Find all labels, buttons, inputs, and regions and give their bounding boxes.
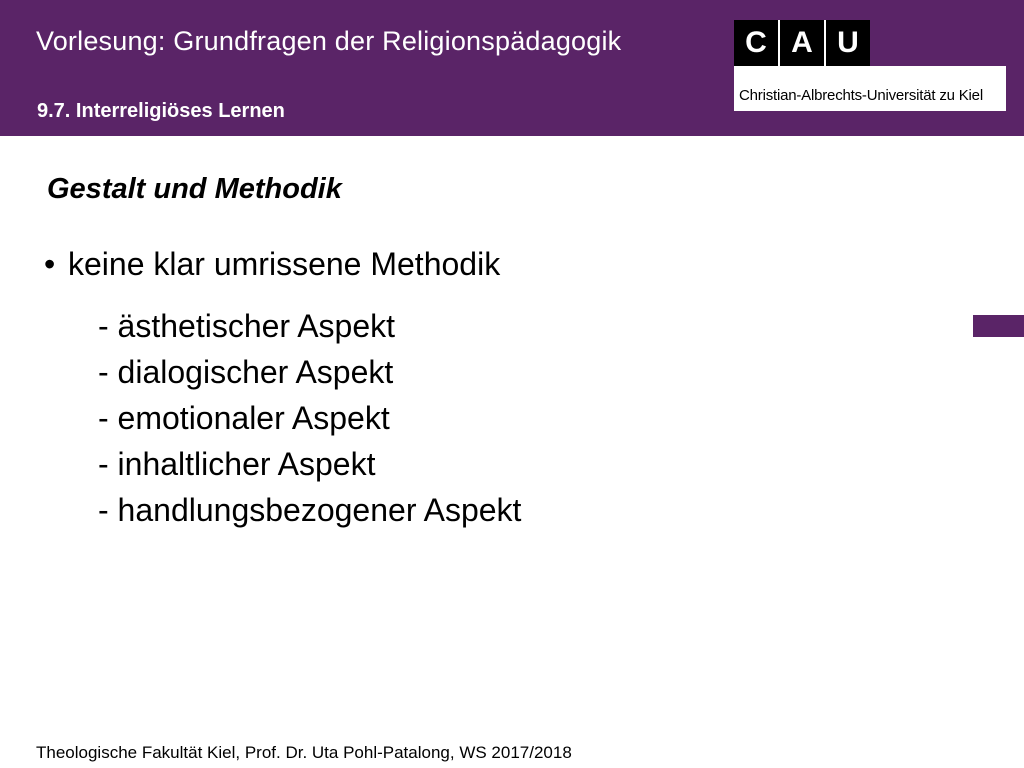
logo-letter-u: U (826, 20, 870, 66)
aspect-list (98, 303, 521, 533)
lecture-title: Vorlesung: Grundfragen der Religionspädagogik (36, 26, 622, 56)
header-bar (0, 0, 1024, 136)
bullet-symbol: • (44, 246, 56, 282)
slide-heading: Gestalt und Methodik (47, 173, 342, 205)
university-name: Christian-Albrechts-Universität zu Kiel (739, 87, 983, 104)
bullet-text: keine klar umrissene Methodik (68, 246, 501, 282)
aspect-item-aesthetic: - ästhetischer Aspekt (98, 308, 396, 344)
aspect-item-dialogic: - dialogischer Aspekt (98, 354, 394, 390)
logo-letter-row (734, 20, 870, 66)
slide-side-marker (973, 315, 1024, 337)
bullet-item (44, 246, 500, 283)
footer-text: Theologische Fakultät Kiel, Prof. Dr. Uta Pohl-Patalong, WS 2017/2018 (36, 743, 572, 762)
logo-letter-a: A (780, 20, 824, 66)
section-title: 9.7. Interreligiöses Lernen (37, 100, 285, 122)
logo-name-box (734, 66, 1006, 111)
logo-letter-c: C (734, 20, 778, 66)
cau-logo (734, 20, 1006, 111)
aspect-item-emotional: - emotionaler Aspekt (98, 400, 390, 436)
aspect-item-action: - handlungsbezogener Aspekt (98, 492, 522, 528)
aspect-item-content: - inhaltlicher Aspekt (98, 446, 376, 482)
